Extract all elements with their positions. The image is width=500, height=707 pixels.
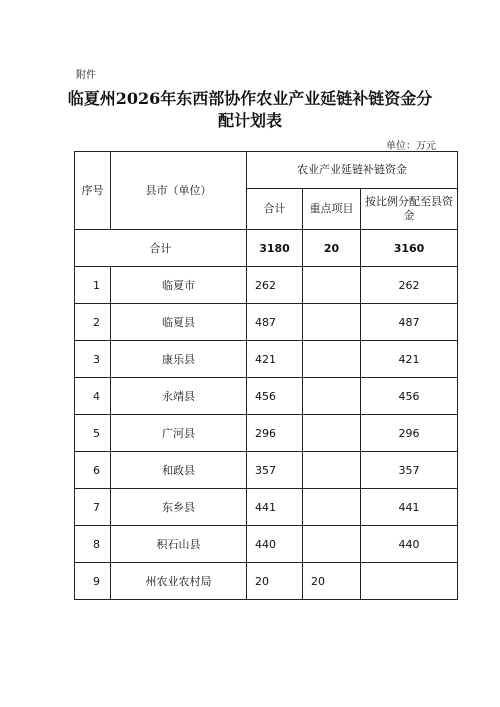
row-county: 州农业农村局 (111, 563, 247, 600)
header-total: 合计 (247, 189, 303, 230)
unit-label: 单位：万元 (386, 141, 436, 152)
row-county: 积石山县 (111, 526, 247, 563)
row-key-projects (303, 452, 361, 489)
row-seq: 8 (75, 526, 111, 563)
row-proportional: 421 (361, 341, 458, 378)
row-county: 临夏市 (111, 267, 247, 304)
table-row (75, 526, 458, 563)
row-key-projects (303, 304, 361, 341)
table-row (75, 452, 458, 489)
row-proportional: 487 (361, 304, 458, 341)
row-proportional: 262 (361, 267, 458, 304)
row-proportional: 296 (361, 415, 458, 452)
summary-row (75, 230, 458, 267)
row-seq: 1 (75, 267, 111, 304)
row-county: 广河县 (111, 415, 247, 452)
summary-total: 3180 (247, 230, 303, 267)
header-fund-group: 农业产业延链补链资金 (247, 152, 458, 189)
row-seq: 6 (75, 452, 111, 489)
row-total: 440 (247, 526, 303, 563)
row-total: 262 (247, 267, 303, 304)
table-row (75, 341, 458, 378)
row-key-projects (303, 341, 361, 378)
document-title: 临夏州2026年东西部协作农业产业延链补链资金分配计划表 (67, 89, 433, 130)
row-proportional: 456 (361, 378, 458, 415)
header-seq: 序号 (75, 152, 111, 230)
row-seq: 5 (75, 415, 111, 452)
row-proportional: 441 (361, 489, 458, 526)
attachment-label: 附件 (76, 70, 96, 81)
row-county: 东乡县 (111, 489, 247, 526)
table-row (75, 489, 458, 526)
row-total: 421 (247, 341, 303, 378)
row-county: 临夏县 (111, 304, 247, 341)
row-proportional: 440 (361, 526, 458, 563)
header-county: 县市（单位） (111, 152, 247, 230)
summary-proportional: 3160 (361, 230, 458, 267)
table-row (75, 304, 458, 341)
table-row (75, 378, 458, 415)
row-county: 永靖县 (111, 378, 247, 415)
row-county: 和政县 (111, 452, 247, 489)
row-seq: 4 (75, 378, 111, 415)
row-key-projects (303, 489, 361, 526)
row-total: 456 (247, 378, 303, 415)
summary-label: 合计 (75, 230, 247, 267)
row-proportional (361, 563, 458, 600)
row-total: 441 (247, 489, 303, 526)
header-row-1 (75, 152, 458, 189)
row-total: 20 (247, 563, 303, 600)
row-key-projects (303, 415, 361, 452)
summary-key-projects: 20 (303, 230, 361, 267)
allocation-table (74, 151, 458, 600)
table-body (75, 152, 458, 600)
header-proportional: 按比例分配至县资金 (361, 189, 458, 230)
row-total: 487 (247, 304, 303, 341)
row-seq: 3 (75, 341, 111, 378)
row-key-projects (303, 267, 361, 304)
row-seq: 2 (75, 304, 111, 341)
row-proportional: 357 (361, 452, 458, 489)
table-row (75, 267, 458, 304)
row-seq: 7 (75, 489, 111, 526)
row-key-projects (303, 378, 361, 415)
header-key-projects: 重点项目 (303, 189, 361, 230)
row-county: 康乐县 (111, 341, 247, 378)
row-total: 357 (247, 452, 303, 489)
table-row (75, 415, 458, 452)
table-row (75, 563, 458, 600)
row-key-projects (303, 526, 361, 563)
row-key-projects: 20 (303, 563, 361, 600)
row-seq: 9 (75, 563, 111, 600)
row-total: 296 (247, 415, 303, 452)
